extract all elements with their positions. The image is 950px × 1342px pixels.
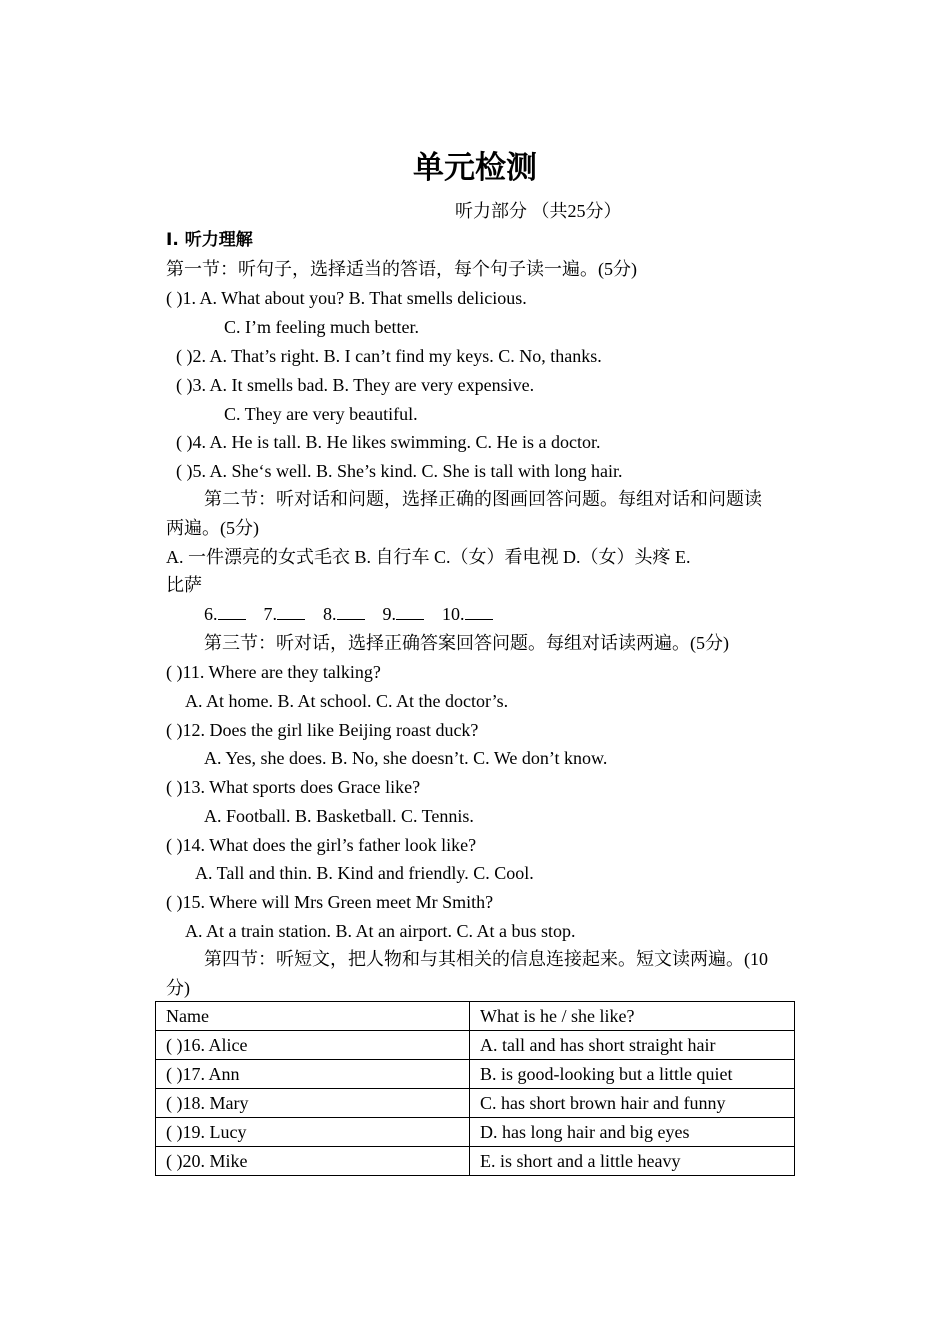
question-option-line: C. I’m feeling much better.	[224, 317, 419, 337]
table-row	[156, 1089, 795, 1118]
question-option-line: A. Yes, she does. B. No, she doesn’t. C. We don’t know.	[204, 748, 608, 768]
section3-instruction: 第三节：听对话，选择正确答案回答问题。每组对话读两遍。(5分)	[204, 633, 729, 653]
part-heading: I. 听力理解	[166, 230, 253, 250]
table-cell: B. is good-looking but a little quiet	[470, 1060, 795, 1089]
page-subtitle: 听力部分 （共25分）	[455, 201, 622, 221]
answer-blank	[465, 605, 493, 620]
answer-blank	[337, 605, 365, 620]
question-option-line: A. Tall and thin. B. Kind and friendly. C. Cool.	[195, 863, 534, 883]
section2-options-cont: 比萨	[166, 575, 202, 595]
blank-label: 7.	[263, 604, 277, 624]
table-cell: ( )20. Mike	[156, 1147, 470, 1176]
table-cell: ( )19. Lucy	[156, 1118, 470, 1147]
answer-blank	[396, 605, 424, 620]
question-line: ( )15. Where will Mrs Green meet Mr Smith?	[166, 892, 494, 912]
table-cell: E. is short and a little heavy	[470, 1147, 795, 1176]
section1-instruction: 第一节：听句子，选择适当的答语，每个句子读一遍。(5分)	[166, 259, 637, 279]
table-cell: A. tall and has short straight hair	[470, 1031, 795, 1060]
section4-instruction: 第四节：听短文，把人物和与其相关的信息连接起来。短文读两遍。(10	[204, 949, 768, 969]
answer-blank	[277, 605, 305, 620]
question-option-line: A. At home. B. At school. C. At the doctor’s.	[185, 691, 509, 711]
section2-options: A. 一件漂亮的女式毛衣 B. 自行车 C.（女）看电视 D.（女）头疼 E.	[166, 547, 691, 567]
question-line: ( )12. Does the girl like Beijing roast duck?	[166, 720, 479, 740]
column-header: What is he / she like?	[470, 1002, 795, 1031]
blank-label: 6.	[204, 604, 218, 624]
table-header-row	[156, 1002, 795, 1031]
question-line: ( )13. What sports does Grace like?	[166, 777, 421, 797]
section4-instruction-cont: 分)	[166, 978, 190, 998]
table-row	[156, 1031, 795, 1060]
question-line: ( )3. A. It smells bad. B. They are very expensive.	[176, 375, 535, 395]
blank-label: 9.	[382, 604, 396, 624]
question-line: ( )2. A. That’s right. B. I can’t find my keys. C. No, thanks.	[176, 346, 602, 366]
blank-label: 8.	[323, 604, 337, 624]
blank-label: 10.	[442, 604, 465, 624]
table-cell: ( )16. Alice	[156, 1031, 470, 1060]
page-title: 单元检测	[413, 150, 537, 186]
section2-instruction-cont: 两遍。(5分)	[166, 518, 259, 538]
question-line: ( )5. A. She‘s well. B. She’s kind. C. She is tall with long hair.	[176, 461, 623, 481]
question-option-line: A. Football. B. Basketball. C. Tennis.	[204, 806, 474, 826]
table-cell: C. has short brown hair and funny	[470, 1089, 795, 1118]
column-header: Name	[156, 1002, 470, 1031]
table-row	[156, 1147, 795, 1176]
table-cell: ( )18. Mary	[156, 1089, 470, 1118]
table-row	[156, 1060, 795, 1089]
table-row	[156, 1118, 795, 1147]
question-option-line: C. They are very beautiful.	[224, 404, 418, 424]
table-cell: D. has long hair and big eyes	[470, 1118, 795, 1147]
question-line: ( )1. A. What about you? B. That smells delicious.	[166, 288, 527, 308]
table-cell: ( )17. Ann	[156, 1060, 470, 1089]
question-option-line: A. At a train station. B. At an airport. C. At a bus stop.	[185, 921, 576, 941]
answer-blanks	[204, 603, 493, 625]
question-line: ( )11. Where are they talking?	[166, 662, 381, 682]
section2-instruction: 第二节：听对话和问题，选择正确的图画回答问题。每组对话和问题读	[204, 489, 762, 509]
matching-table	[155, 1001, 795, 1176]
answer-blank	[218, 605, 246, 620]
question-line: ( )14. What does the girl’s father look like?	[166, 835, 477, 855]
question-line: ( )4. A. He is tall. B. He likes swimming. C. He is a doctor.	[176, 432, 601, 452]
